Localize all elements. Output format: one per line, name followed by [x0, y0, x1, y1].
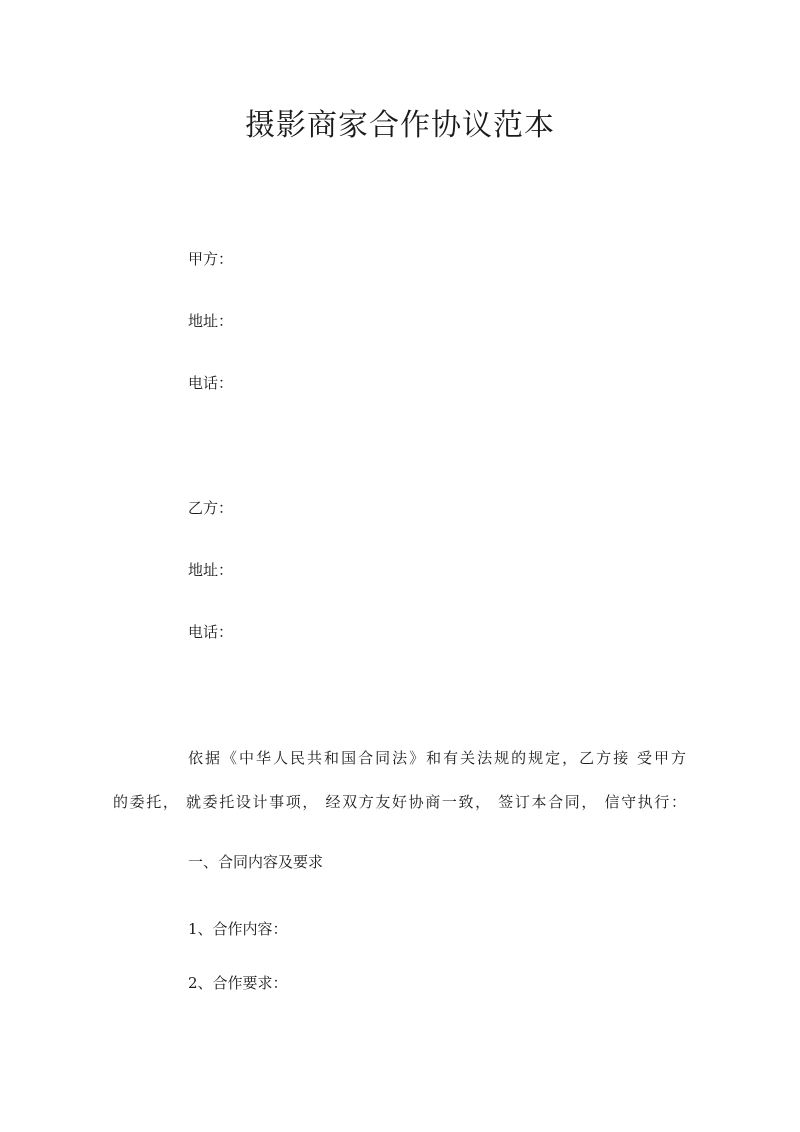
- intro-paragraph-line-1: 依据《中华人民共和国合同法》和有关法规的规定，乙方接 受甲方: [188, 749, 686, 767]
- section-1-heading: 一、合同内容及要求: [188, 853, 324, 871]
- party-a-phone-label: 电话：: [188, 374, 234, 392]
- party-a-address-label: 地址：: [188, 312, 234, 330]
- section-1-item-1: 1、合作内容：: [188, 920, 288, 938]
- intro-paragraph-line-2: 的委托， 就委托设计事项， 经双方友好协商一致， 签订本合同， 信守执行：: [113, 793, 686, 811]
- party-a-name-label: 甲方：: [188, 250, 234, 268]
- document-title: 摄影商家合作协议范本: [245, 108, 555, 143]
- party-b-phone-label: 电话：: [188, 623, 234, 641]
- party-b-name-label: 乙方：: [188, 499, 234, 517]
- party-b-address-label: 地址：: [188, 561, 234, 579]
- section-1-item-2: 2、合作要求：: [188, 974, 288, 992]
